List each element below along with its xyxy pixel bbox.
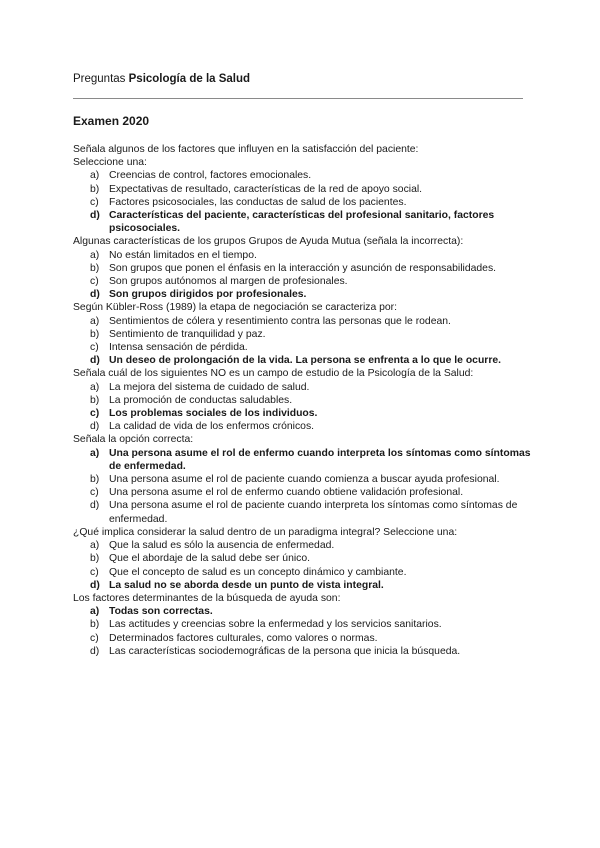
option-text: Una persona asume el rol de enfermo cuando interpreta los síntomas como síntomas de enfermedad.	[109, 447, 531, 472]
question-6	[73, 526, 533, 592]
question-stem: ¿Qué implica considerar la salud dentro de un paradigma integral? Seleccione una:	[73, 526, 458, 538]
option-d	[73, 645, 533, 658]
option-letter: a)	[90, 540, 100, 552]
option-a	[73, 381, 533, 394]
option-a-correct	[73, 447, 533, 473]
option-text: No están limitados en el tiempo.	[109, 249, 257, 261]
option-d-correct	[73, 354, 533, 367]
option-text: Creencias de control, factores emocionales.	[109, 170, 312, 182]
option-c	[73, 196, 533, 209]
question-stem: Señala algunos de los factores que influyen en la satisfacción del paciente:	[73, 144, 419, 155]
option-list	[73, 381, 533, 434]
option-c	[73, 275, 533, 288]
option-letter: b)	[90, 183, 100, 195]
option-a	[73, 169, 533, 182]
option-letter: a)	[90, 606, 100, 618]
option-b	[73, 394, 533, 407]
option-list	[73, 447, 533, 526]
option-text: Son grupos autónomos al margen de profesionales.	[109, 276, 348, 288]
option-letter: b)	[90, 328, 100, 340]
option-list	[73, 249, 533, 302]
option-list	[73, 169, 533, 235]
option-b	[73, 328, 533, 341]
question-2	[73, 235, 533, 301]
option-c	[73, 486, 533, 499]
option-text: Una persona asume el rol de enfermo cuando obtiene validación profesional.	[109, 487, 464, 499]
question-4	[73, 367, 533, 433]
option-text: Que el concepto de salud es un concepto dinámico y cambiante.	[109, 566, 407, 578]
option-text: Las actitudes y creencias sobre la enfermedad y los servicios sanitarios.	[109, 619, 442, 631]
option-b	[73, 473, 533, 486]
option-letter: a)	[90, 447, 100, 459]
question-instruction: Seleccione una:	[73, 157, 147, 169]
option-b	[73, 552, 533, 565]
option-letter: c)	[90, 632, 99, 644]
option-d	[73, 499, 533, 525]
question-7	[73, 592, 533, 658]
option-letter: b)	[90, 553, 100, 565]
question-stem: Según Kübler-Ross (1989) la etapa de negociación se caracteriza por:	[73, 302, 398, 314]
option-text: Son grupos que ponen el énfasis en la interacción y asunción de responsabilidades.	[109, 262, 497, 274]
option-b	[73, 183, 533, 196]
option-list	[73, 315, 533, 368]
option-text: Determinados factores culturales, como valores o normas.	[109, 632, 378, 644]
exam-title: Examen 2020	[73, 114, 150, 128]
option-letter: c)	[90, 566, 99, 578]
option-a	[73, 539, 533, 552]
option-letter: b)	[90, 619, 100, 631]
option-a	[73, 315, 533, 328]
option-letter: b)	[90, 262, 100, 274]
page-header	[73, 73, 250, 85]
option-c-correct	[73, 407, 533, 420]
option-text: Los problemas sociales de los individuos.	[109, 408, 318, 420]
option-letter: b)	[90, 474, 100, 486]
option-letter: c)	[90, 408, 100, 420]
question-5	[73, 433, 533, 525]
question-3	[73, 301, 533, 367]
option-letter: a)	[90, 315, 100, 327]
option-letter: a)	[90, 170, 100, 182]
question-stem: Los factores determinantes de la búsqueda de ayuda son:	[73, 592, 341, 604]
option-letter: d)	[90, 645, 100, 657]
option-letter: d)	[90, 579, 100, 591]
option-text: Son grupos dirigidos por profesionales.	[109, 289, 307, 301]
option-letter: a)	[90, 381, 100, 393]
option-d-correct	[73, 288, 533, 301]
option-list	[73, 605, 533, 658]
question-stem: Algunas características de los grupos Grupos de Ayuda Mutua (señala la incorrecta):	[73, 236, 464, 248]
option-letter: c)	[90, 276, 99, 288]
option-b	[73, 262, 533, 275]
question-list	[73, 143, 533, 658]
option-c	[73, 566, 533, 579]
option-letter: c)	[90, 342, 99, 354]
question-1	[73, 143, 533, 235]
header-subject: Psicología de la Salud	[128, 73, 251, 85]
option-letter: d)	[90, 500, 100, 512]
option-text: Intensa sensación de pérdida.	[109, 342, 248, 354]
option-a	[73, 249, 533, 262]
option-c	[73, 341, 533, 354]
option-text: La salud no se aborda desde un punto de vista integral.	[109, 579, 384, 591]
option-letter: d)	[90, 421, 100, 433]
question-stem: Señala la opción correcta:	[73, 434, 194, 446]
option-letter: c)	[90, 196, 99, 208]
option-text: Que el abordaje de la salud debe ser único.	[109, 553, 311, 565]
option-text: Una persona asume el rol de paciente cuando interpreta los síntomas como síntomas de enfermedad.	[109, 500, 518, 525]
option-d	[73, 420, 533, 433]
option-text: Que la salud es sólo la ausencia de enfermedad.	[109, 540, 335, 552]
option-text: Una persona asume el rol de paciente cuando comienza a buscar ayuda profesional.	[109, 474, 500, 486]
option-text: Factores psicosociales, las conductas de salud de los pacientes.	[109, 196, 407, 208]
option-letter: d)	[90, 210, 100, 222]
option-d-correct	[73, 209, 533, 235]
option-text: Un deseo de prolongación de la vida. La persona se enfrenta a lo que le ocurre.	[109, 355, 502, 367]
option-text: La promoción de conductas saludables.	[109, 394, 293, 406]
option-letter: a)	[90, 249, 100, 261]
header-prefix: Preguntas	[73, 73, 129, 85]
option-letter: d)	[90, 355, 100, 367]
option-a-correct	[73, 605, 533, 618]
option-text: Todas son correctas.	[109, 606, 213, 618]
option-text: La calidad de vida de los enfermos crónicos.	[109, 421, 315, 433]
header-divider	[73, 98, 523, 99]
option-text: Sentimiento de tranquilidad y paz.	[109, 328, 266, 340]
option-text: Características del paciente, características del profesional sanitario, factores psicosociales.	[109, 210, 495, 235]
option-letter: b)	[90, 394, 100, 406]
option-letter: c)	[90, 487, 99, 499]
option-b	[73, 618, 533, 631]
option-letter: d)	[90, 289, 100, 301]
option-text: Sentimientos de cólera y resentimiento contra las personas que le rodean.	[109, 315, 451, 327]
option-text: Las características sociodemográficas de la persona que inicia la búsqueda.	[109, 645, 461, 657]
option-list	[73, 539, 533, 592]
option-c	[73, 632, 533, 645]
option-d-correct	[73, 579, 533, 592]
option-text: La mejora del sistema de cuidado de salud.	[109, 381, 310, 393]
question-stem: Señala cuál de los siguientes NO es un campo de estudio de la Psicología de la Salud:	[73, 368, 474, 380]
option-text: Expectativas de resultado, características de la red de apoyo social.	[109, 183, 423, 195]
